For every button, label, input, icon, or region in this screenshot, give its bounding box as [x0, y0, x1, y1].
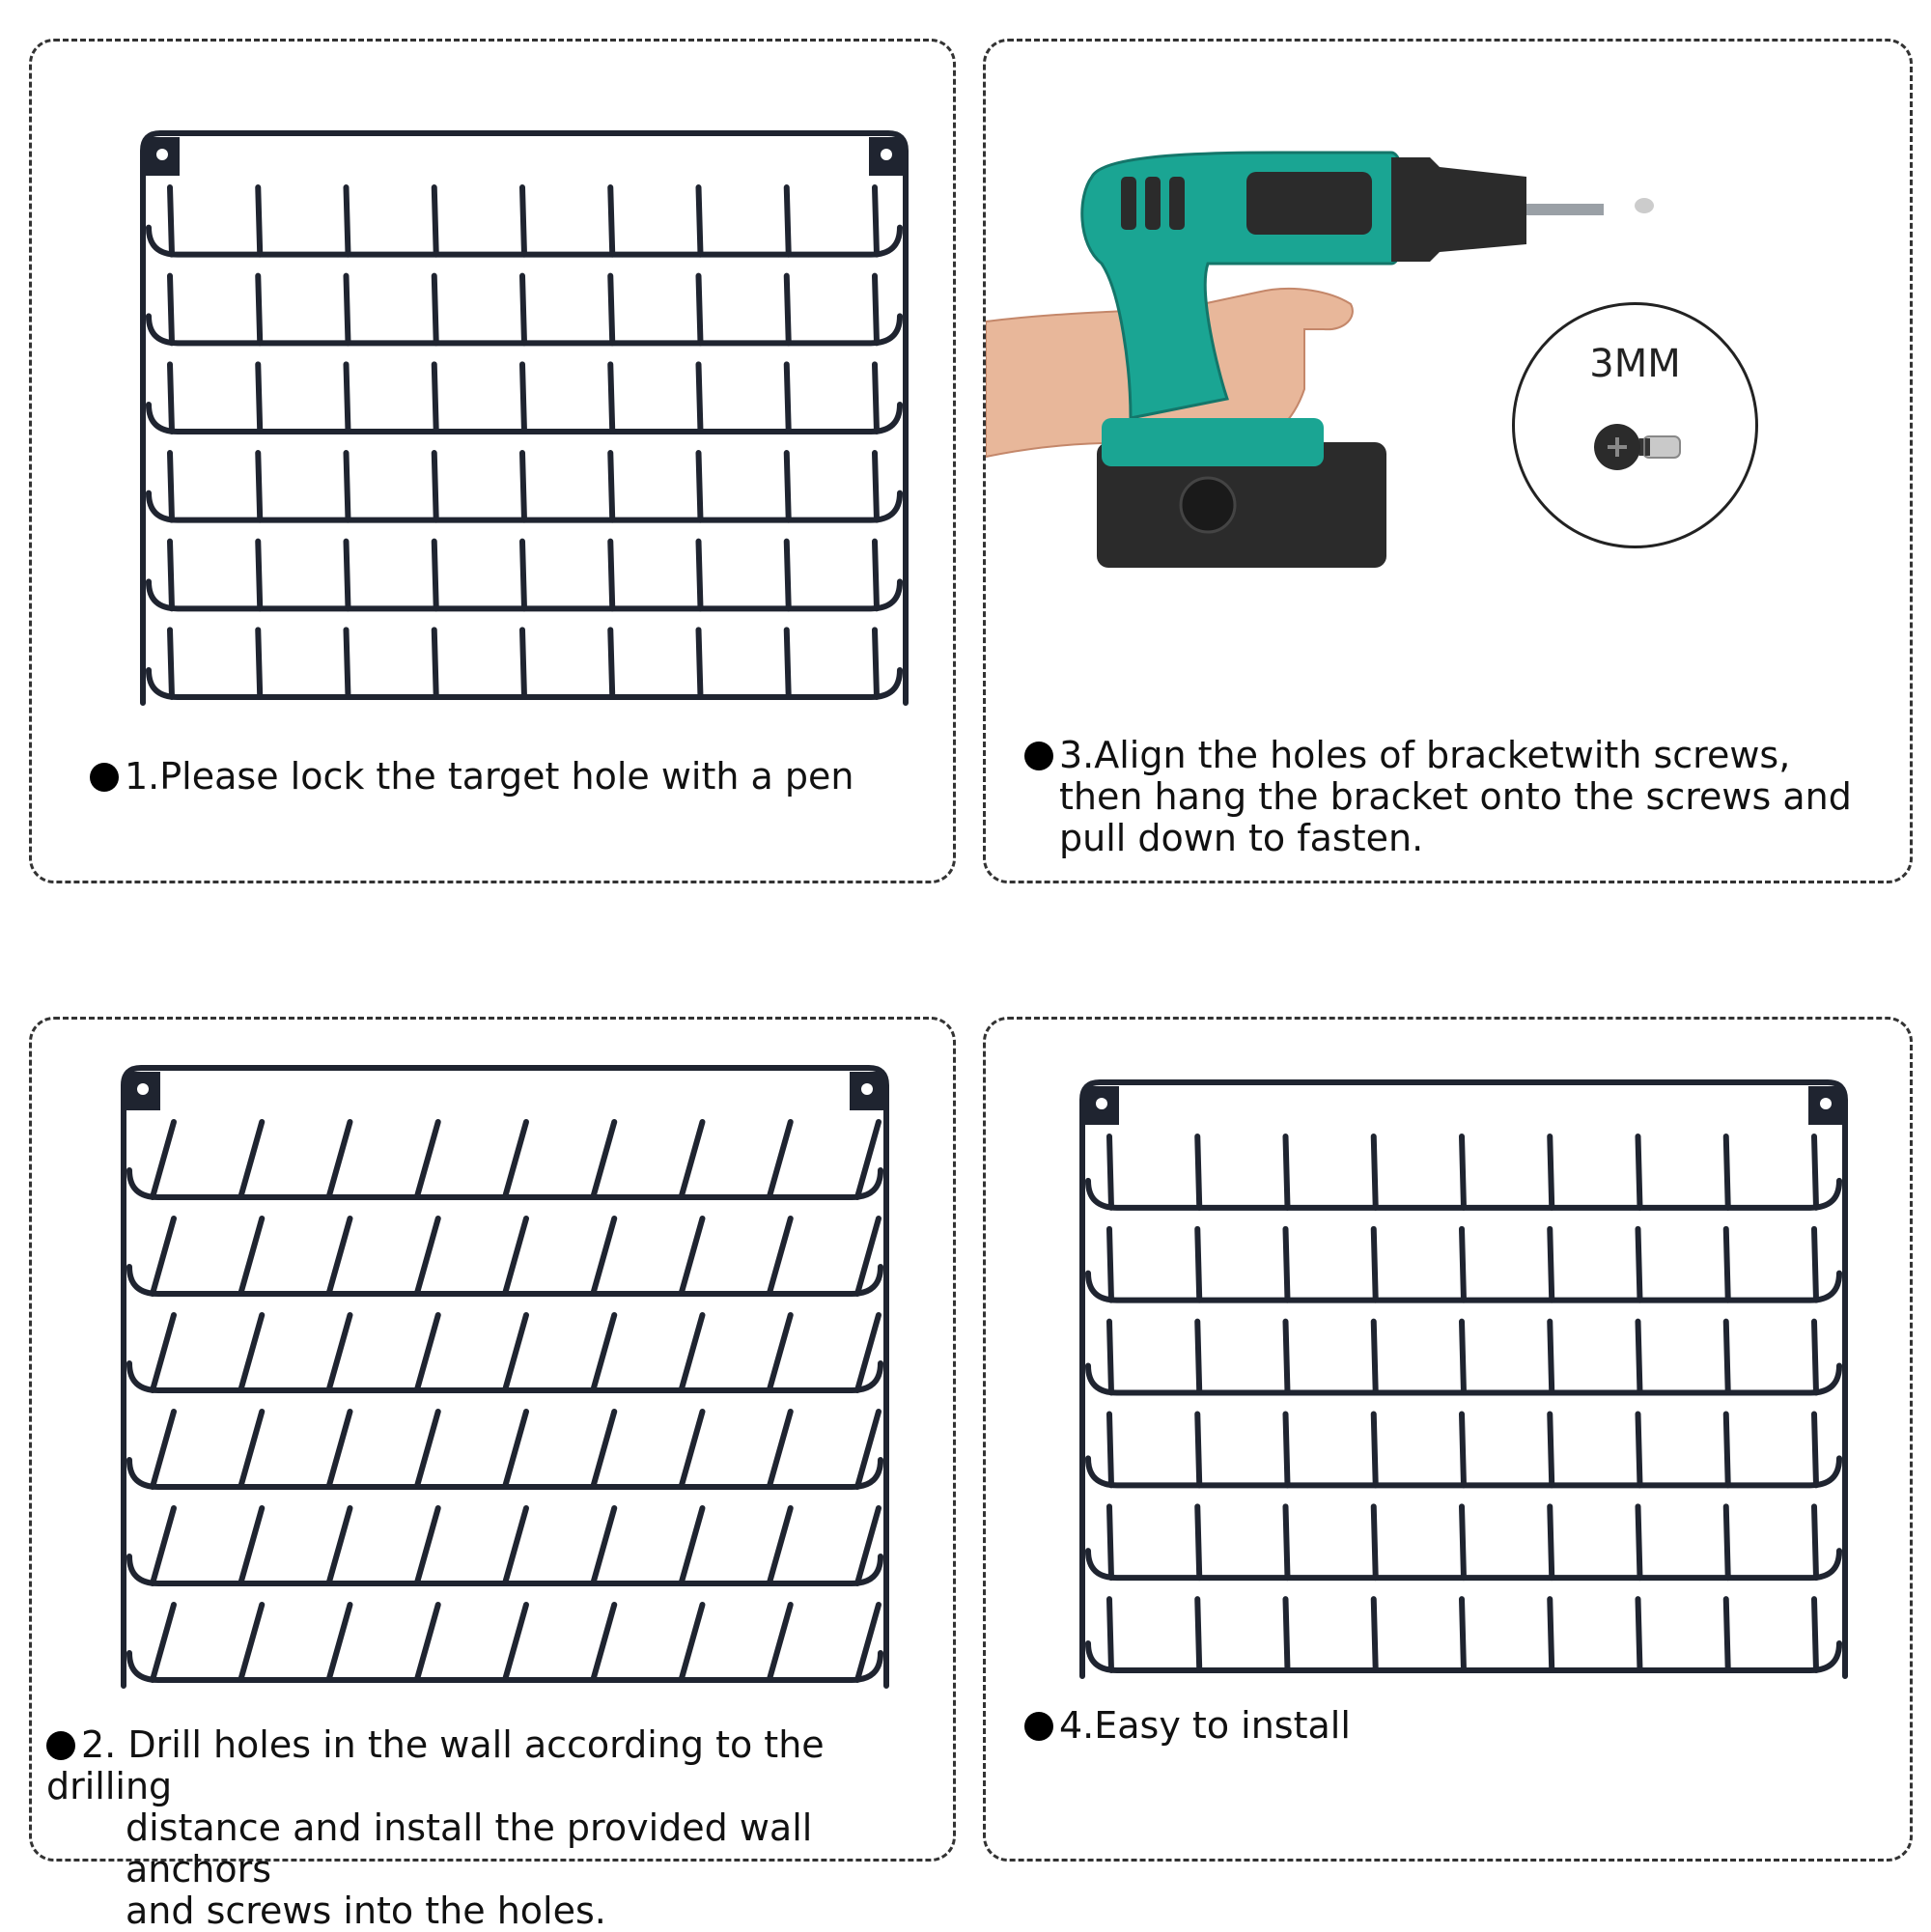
step-3-line-2: then hang the bracket onto the screws and — [1059, 775, 1852, 818]
step-4-text: 4.Easy to install — [1059, 1704, 1351, 1747]
bullet-icon — [1024, 742, 1053, 770]
step-1-caption — [90, 756, 854, 798]
thread-rack-illustration — [1044, 1039, 1864, 1705]
step-2-line-2: distance and install the provided wall anchors — [126, 1806, 813, 1890]
step-1-text: 1.Please lock the target hole with a pen — [125, 755, 854, 798]
step-2-line-1: 2. Drill holes in the wall according to the drilling — [46, 1723, 825, 1807]
step-2-caption — [46, 1724, 953, 1932]
step-2-panel — [29, 1017, 956, 1932]
step-3-caption — [1024, 735, 1852, 859]
step-4-panel — [983, 1017, 1913, 1862]
thread-rack-illustration — [85, 1034, 915, 1720]
thread-rack-illustration — [104, 85, 925, 751]
screw-size-label: 3MM — [1589, 342, 1681, 386]
step-3-panel — [983, 39, 1913, 883]
step-4-caption — [1024, 1705, 1351, 1747]
bullet-icon — [90, 763, 119, 792]
bullet-icon — [46, 1731, 75, 1760]
step-2-line-3: and screws into the holes. — [126, 1890, 606, 1932]
screw-size-badge — [1512, 302, 1758, 548]
step-3-line-1: 3.Align the holes of bracketwith screws, — [1059, 734, 1791, 776]
bullet-icon — [1024, 1712, 1053, 1741]
step-3-line-3: pull down to fasten. — [1059, 817, 1424, 859]
screw-icon — [1590, 409, 1687, 487]
step-1-panel — [29, 39, 956, 883]
